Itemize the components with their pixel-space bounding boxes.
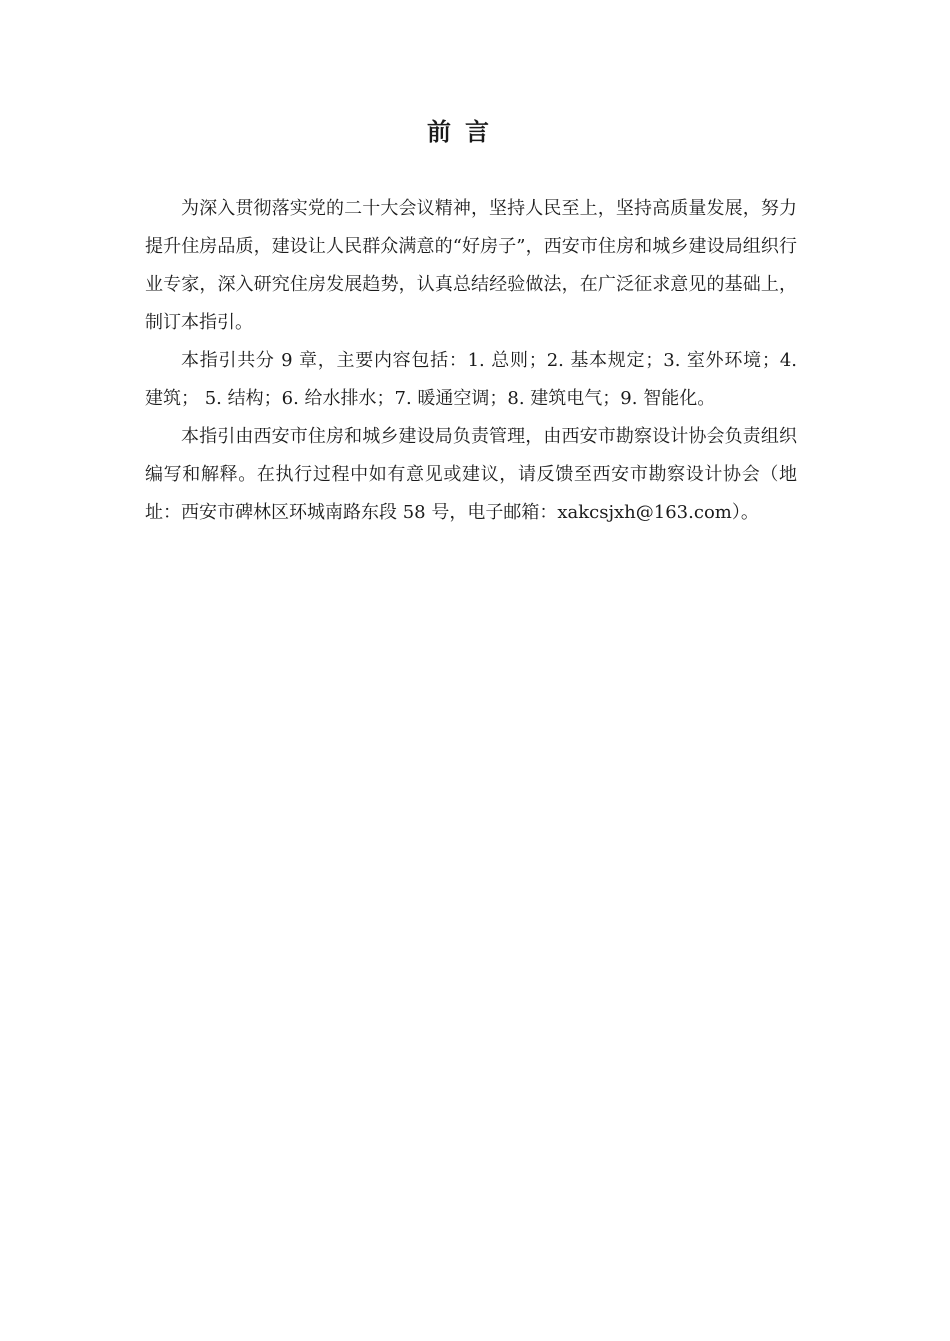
preface-paragraph-purpose: 为深入贯彻落实党的二十大会议精神，坚持人民至上，坚持高质量发展，努力提升住房品质，建设让人民群众满意的“好房子”，西安市住房和城乡建设局组织行业专家，深入研究住房发展趋势，认真总结经验做法，在广泛征求意见的基础上，制订本指引。	[145, 198, 797, 333]
preface-paragraph-chapters: 本指引共分 9 章，主要内容包括：1. 总则；2. 基本规定；3. 室外环境；4. 建筑； 5. 结构；6. 给水排水；7. 暖通空调；8. 建筑电气；9. 智能化。	[145, 350, 797, 409]
preface-paragraph-management: 本指引由西安市住房和城乡建设局负责管理，由西安市勘察设计协会负责组织编写和解释。在执行过程中如有意见或建议，请反馈至西安市勘察设计协会（地址：西安市碑林区环城南路东段 58 号，电子邮箱：xakcsjxh@163.com）。	[145, 426, 797, 523]
preface-body	[145, 190, 797, 532]
page-title: 前言	[427, 118, 503, 146]
